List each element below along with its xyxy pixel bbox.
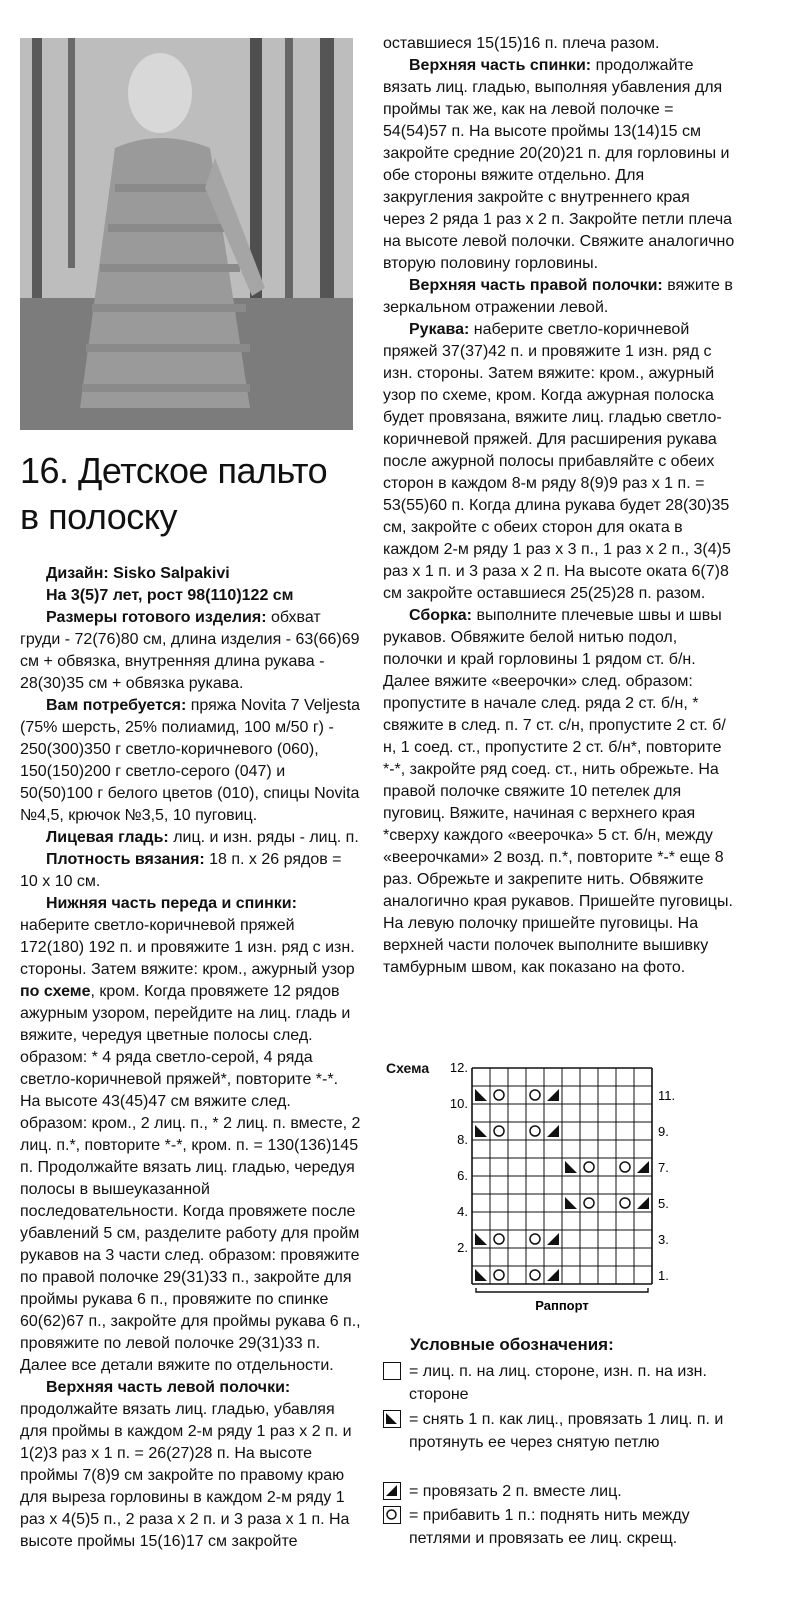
ssk-symbol [475,1125,487,1137]
increase-circle-icon [383,1506,401,1524]
title-line-1: 16. Детское пальто [20,450,328,491]
title-line-2: в полоску [20,496,177,537]
row-number-right: 7. [658,1160,669,1175]
right-column [383,33,735,979]
ssk-symbol [565,1197,577,1209]
yo-symbol [584,1198,594,1208]
row-number-right: 9. [658,1124,669,1139]
ssk-symbol [475,1089,487,1101]
continuation-line: оставшиеся 15(15)16 п. плеча разом. [383,35,660,52]
knit-two-together-icon [383,1482,401,1500]
yo-symbol [494,1126,504,1136]
repeat-bracket [476,1288,648,1292]
upper-left-front-paragraph: Верхняя часть левой полочки: продолжайте вязать лиц. гладью, убавляя для проймы в каждом 2-м ряду 1 раз х 2 п. и 1(2)3 раз х 1 п. = 26(27)28 п. На высоте проймы 7(8)9 см закройте по правому краю для выреза горловины в каждом 2-м ряду 1 раз х 4(5)5 п., 2 раза х 2 п. и 3 раза х 1 п. На высоте проймы 15(16)17 см закройте [20,1379,352,1550]
row-number-left: 10. [449,1096,468,1111]
repeat-caption: Раппорт [535,1298,589,1313]
k2tog-symbol [637,1197,649,1209]
dimensions-paragraph: Размеры готового изделия: обхват груди - 72(76)80 см, длина изделия - 63(66)69 см + обвязка, внутренняя длина рукава - 28(30)35 см + обвязка рукава. [20,609,360,692]
yo-symbol [530,1090,540,1100]
k2tog-symbol [547,1089,559,1101]
row-number-left: 6. [457,1168,468,1183]
yo-symbol [620,1198,630,1208]
assembly-paragraph: Сборка: выполните плечевые швы и швы рукавов. Обвяжите белой нитью подол, полочки и край горловины 1 рядом ст. б/н. Далее вяжите «веерочки» след. образом: пропустите в начале след. ряда 2 ст. б/н, * свяжите в след. п. 7 ст. с/н, пропустите 2 ст. б/н, 1 соед. ст., пропустите 2 ст. б/н*, повторите *-*, закройте ряд соед. ст., нить обрежьте. На правой полочке свяжите 10 петелек для пуговиц. Вяжите, начиная с верхнего края *сверху каждого «веерочка» 5 ст. б/н, между «веерочками» 2 возд. п.*, повторите *-* еще 8 раз. Обрежьте и закрепите нить. Обвяжите аналогично края рукавов. Пришейте пуговицы. На левую полочку пришейте пуговицы. На верхней части полочек выполните вышивку тамбурным швом, как показано на фото. [383,607,733,976]
row-number-left: 4. [457,1204,468,1219]
k2tog-symbol [637,1161,649,1173]
legend-heading: Условные обозначения: [410,1335,614,1354]
left-column [20,563,362,1553]
yo-symbol [530,1270,540,1280]
ssk-symbol [475,1233,487,1245]
photo-illustration [20,38,353,430]
article-title [20,448,360,540]
stockinette-paragraph: Лицевая гладь: лиц. и изн. ряды - лиц. п. [46,829,359,846]
sleeves-paragraph: Рукава: наберите светло-коричневой пряжей 37(37)42 п. и провяжите 1 изн. ряд с изн. стороны. Затем вяжите: кром., ажурный узор по схеме, кром. Когда ажурная полоска будет провязана, вяжите лиц. гладью светло-коричневой пряжей. Для расширения рукава после ажурной полосы прибавляйте с обеих сторон в каждом 8-м ряду 8(9)9 раз х 1 п. = 53(55)60 п. Когда длина рукава будет 28(30)35 см, закройте с обеих сторон для оката в каждом 2-м ряду 1 раз х 3 п., 1 раз х 2 п., 3(4)5 раз х 1 п. и 3 раза х 2 п. На высоте оката 6(7)8 см закройте оставшиеся 25(25)28 п. разом. [383,321,731,602]
knitting-chart [440,1062,730,1322]
upper-back-paragraph: Верхняя часть спинки: продолжайте вязать лиц. гладью, выполняя убавления для проймы так же, как на левой полочке = 54(54)57 п. На высоте проймы 13(14)15 см закройте средние 20(20)21 п. для горловины и обе стороны вяжите отдельно. Для закругления закройте с внутреннего края через 2 ряда 1 раз х 2 п. Закройте петли плеча на высоте левой полочки. Свяжите аналогично вторую половину горловины. [383,57,735,272]
k2tog-symbol [547,1233,559,1245]
row-number-right: 3. [658,1232,669,1247]
row-number-right: 11. [658,1088,676,1103]
yo-symbol [584,1162,594,1172]
slip-knit-pass-icon [383,1410,401,1428]
k2tog-symbol [547,1125,559,1137]
upper-right-front-paragraph: Верхняя часть правой полочки: вяжите в зеркальном отражении левой. [383,277,733,316]
lower-body-paragraph: Нижняя часть переда и спинки: наберите светло-коричневой пряжей 172(180) 192 п. и провяжите 1 изн. ряд с изн. стороны. Затем вяжите: кром., ажурный узор по схеме, кром. Когда провяжете 12 рядов ажурным узором, перейдите на лиц. гладь и вяжите, чередуя цветные полосы след. образом: * 4 ряда светло-серой, 4 ряда светло-коричневой пряжей*, повторите *-*. На высоте 43(45)47 см вяжите след. образом: кром., 2 лиц. п., * 2 лиц. п. вместе, 2 лиц. п.*, повторите *-*, кром. п. = 130(136)145 п. Продолжайте вязать лиц. гладью, чередуя полосы в вышеуказанной последовательности. Когда провяжете после убавлений 5 см, разделите работу для пройм рукавов на 3 части след. образом: провяжите по правой полочке 29(31)33 п., закройте для проймы рукава 6 п., провяжите по спинке 60(62)67 п., закройте для проймы рукава 6 п., провяжите по левой полочке 29(31)33 п. Далее все детали вяжите по отдельности. [20,895,361,1374]
row-number-right: 1. [658,1268,669,1283]
yo-symbol [494,1270,504,1280]
yo-symbol [494,1234,504,1244]
yo-symbol [494,1090,504,1100]
yo-symbol [620,1162,630,1172]
ssk-symbol [565,1161,577,1173]
size-line: На 3(5)7 лет, рост 98(110)122 см [46,587,294,604]
yo-symbol [530,1126,540,1136]
row-number-left: 12. [449,1062,468,1075]
photo-child-coat [20,38,353,430]
materials-paragraph: Вам потребуется: пряжа Novita 7 Veljesta (75% шерсть, 25% полиамид, 100 м/50 г) - 250(300)350 г светло-коричневого (060), 150(150)200 г светло-серого (047) и 50(50)100 г белого цветов (010), спицы Novita №4,5, крючок №3,5, 10 пуговиц. [20,697,361,824]
row-number-left: 2. [457,1240,468,1255]
yo-symbol [530,1234,540,1244]
k2tog-symbol [547,1269,559,1281]
gauge-paragraph: Плотность вязания: 18 п. х 26 рядов = 10 х 10 см. [20,851,342,890]
ssk-symbol [475,1269,487,1281]
empty-square-icon [383,1362,401,1380]
design-line: Дизайн: Sisko Salpakivi [46,565,230,582]
chart-title: Схема [386,1060,430,1076]
row-number-right: 5. [658,1196,669,1211]
row-number-left: 8. [457,1132,468,1147]
